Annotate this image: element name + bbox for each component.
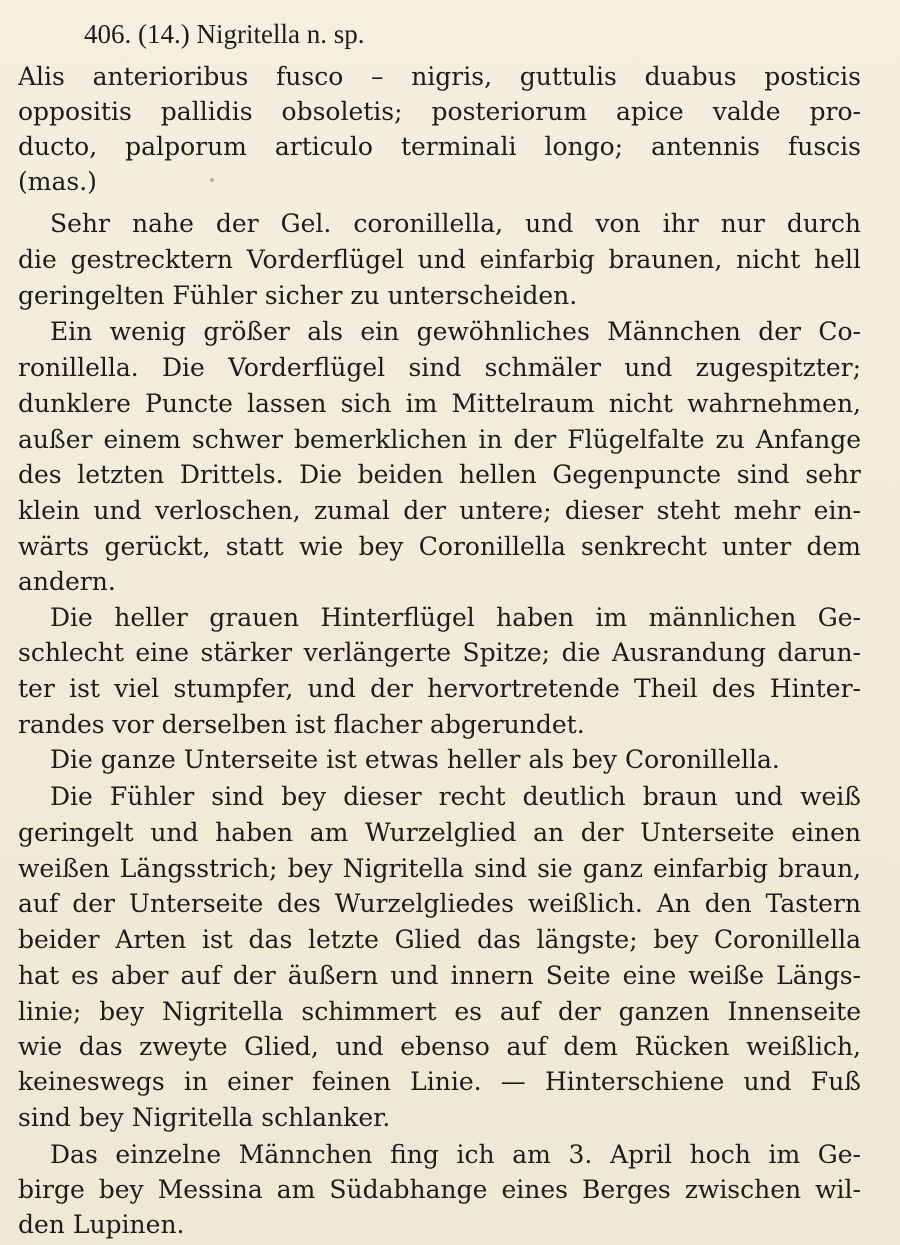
latin-diagnosis-line: Alis anterioribus fusco – nigris, guttulis duabus posticis bbox=[18, 62, 861, 91]
paragraph-line: Die heller grauen Hinterflügel haben im männlichen Ge- bbox=[50, 603, 861, 632]
paragraph-line: birge bey Messina am Südabhange eines Berges zwischen wil- bbox=[18, 1175, 861, 1204]
paragraph-line: linie; bey Nigritella schimmert es auf der ganzen Innenseite bbox=[18, 997, 861, 1026]
paragraph-line: schlecht eine stärker verlängerte Spitze; die Ausrandung darun- bbox=[18, 638, 861, 667]
latin-diagnosis-line: ducto, palporum articulo terminali longo; antennis fuscis bbox=[18, 132, 861, 161]
paragraph-line: geringelten Fühler sicher zu unterscheiden. bbox=[18, 281, 578, 310]
paragraph-line: klein und verloschen, zumal der untere; dieser steht mehr ein- bbox=[18, 496, 861, 525]
paragraph-line: wie das zweyte Glied, und ebenso auf dem Rücken weißlich, bbox=[18, 1032, 861, 1061]
paper-speck bbox=[210, 178, 214, 182]
paragraph-line: Ein wenig größer als ein gewöhnliches Männchen der Co- bbox=[50, 317, 861, 346]
paragraph-line: Sehr nahe der Gel. coronillella, und von ihr nur durch bbox=[50, 209, 861, 238]
paragraph-line: Die ganze Unterseite ist etwas heller als bey Coronillella. bbox=[50, 745, 780, 774]
paragraph-line: Die Fühler sind bey dieser recht deutlich braun und weiß bbox=[50, 782, 861, 811]
paragraph-line: beider Arten ist das letzte Glied das längste; bey Coronillella bbox=[18, 925, 861, 954]
paragraph-line: ronillella. Die Vorderflügel sind schmäler und zugespitzter; bbox=[18, 353, 861, 382]
paragraph-line: Das einzelne Männchen fing ich am 3. April hoch im Ge- bbox=[50, 1140, 861, 1169]
paragraph-line: den Lupinen. bbox=[18, 1210, 185, 1239]
species-heading: 406. (14.) Nigritella n. sp. bbox=[84, 19, 365, 49]
paragraph-line: dunklere Puncte lassen sich im Mittelraum nicht wahrnehmen, bbox=[18, 389, 861, 418]
latin-diagnosis-line: (mas.) bbox=[18, 167, 97, 196]
paragraph-line: andern. bbox=[18, 567, 116, 596]
paragraph-line: ter ist viel stumpfer, und der hervortretende Theil des Hinter- bbox=[18, 674, 861, 703]
paragraph-line: weißen Längsstrich; bey Nigritella sind sie ganz einfarbig braun, bbox=[18, 854, 861, 883]
paragraph-line: randes vor derselben ist flacher abgerundet. bbox=[18, 710, 585, 739]
paragraph-line: wärts gerückt, statt wie bey Coronillella senkrecht unter dem bbox=[18, 532, 861, 561]
paragraph-line: außer einem schwer bemerklichen in der Flügelfalte zu Anfange bbox=[18, 425, 861, 454]
paragraph-line: auf der Unterseite des Wurzelgliedes weißlich. An den Tastern bbox=[18, 889, 861, 918]
paragraph-line: hat es aber auf der äußern und innern Seite eine weiße Längs- bbox=[18, 961, 861, 990]
paragraph-line: geringelt und haben am Wurzelglied an der Unterseite einen bbox=[18, 818, 861, 847]
paragraph-line: keineswegs in einer feinen Linie. — Hinterschiene und Fuß bbox=[18, 1067, 861, 1096]
latin-diagnosis-line: oppositis pallidis obsoletis; posteriorum apice valde pro- bbox=[18, 97, 861, 126]
paragraph-line: sind bey Nigritella schlanker. bbox=[18, 1103, 391, 1132]
paragraph-line: des letzten Drittels. Die beiden hellen Gegenpuncte sind sehr bbox=[18, 460, 861, 489]
paragraph-line: die gestrecktern Vorderflügel und einfarbig braunen, nicht hell bbox=[18, 245, 861, 274]
